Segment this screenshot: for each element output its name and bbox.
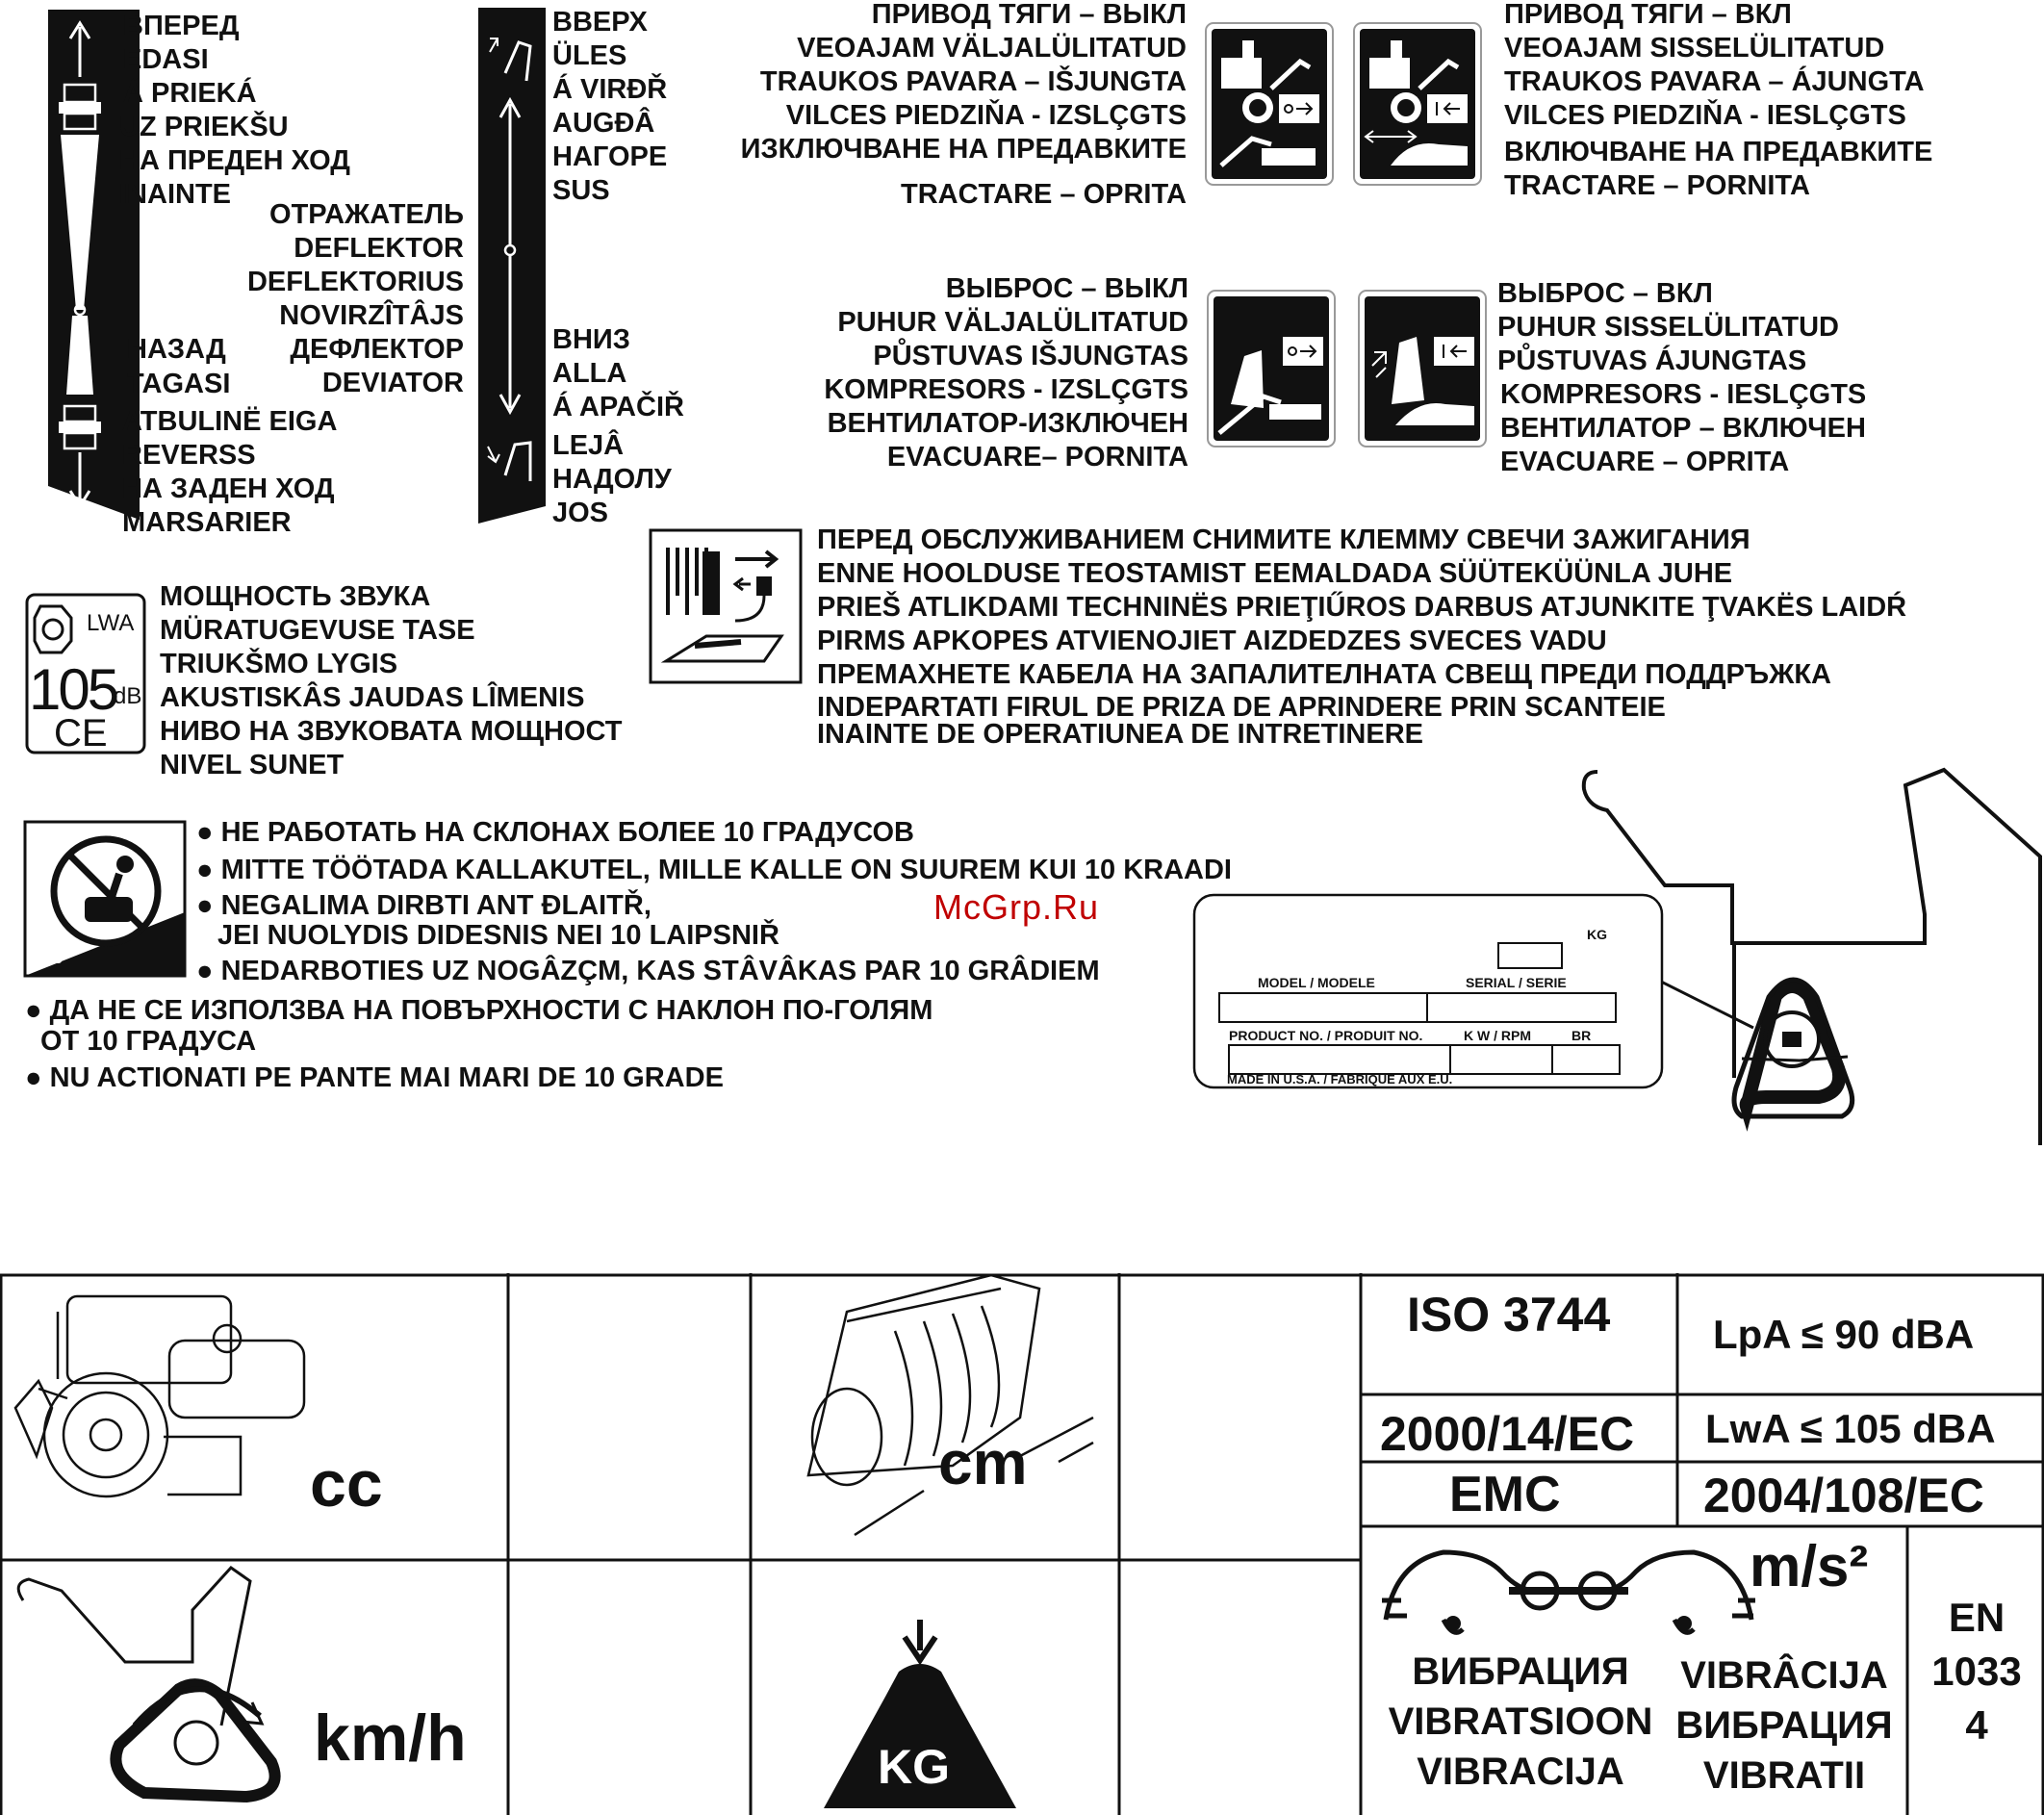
deflector-up-label: ÜLES [552, 40, 627, 71]
reverse-labels [122, 405, 337, 540]
weight-kg-label: KG [878, 1740, 950, 1794]
deflector-title [221, 198, 464, 400]
slope-angle-label: >10° [31, 947, 71, 968]
traction-on-icon [1352, 21, 1483, 187]
vibration-label: ВИБРАЦИЯ [1412, 1650, 1629, 1693]
service-icon [649, 528, 803, 684]
traction-off-labels [674, 0, 1187, 212]
deflector-down-label: Á APAČIŘ [552, 392, 684, 422]
slope-label: JEI NUOLYDIS DIDESNIS NEI 10 LAIPSNIŘ [217, 920, 779, 951]
sound-label: МОЩНОСТЬ ЗВУКА [160, 581, 431, 612]
deflector-up-label: НАГОРЕ [552, 141, 668, 172]
deflector-down-labels [552, 323, 684, 424]
en-part: 4 [1965, 1702, 1988, 1748]
sound-label: AKUSTISKÂS JAUDAS LÎMENIS [160, 682, 585, 713]
engine-cc-label: cc [310, 1447, 383, 1521]
lpa-value: LpA ≤ 90 dBA [1713, 1312, 1975, 1357]
iso-standard: ISO 3744 [1407, 1288, 1611, 1342]
plate-kg-label: KG [1587, 927, 1607, 942]
deflector-up-label: ВВЕРХ [552, 7, 648, 38]
traction-off-label: TRACTARE – OPRITA [901, 179, 1187, 210]
deflector-up-label: Á VIRÐŘ [552, 74, 668, 105]
en-standard [1909, 1591, 2044, 1752]
traction-on-label: VEOAJAM SISSELÜLITATUD [1504, 33, 1885, 64]
service-label: INAINTE DE OPERATIUNEA DE INTRETINERE [817, 719, 1423, 750]
discharge-off-labels [674, 272, 1188, 474]
sound-labels [160, 580, 622, 782]
deflector-label: NOVIRZÎTÂJS [279, 300, 464, 331]
discharge-on-label: KOMPRESORS - IESLÇGTS [1500, 379, 1867, 410]
reverse-label: TAGASI [127, 369, 231, 399]
emc-directive: 2004/108/EC [1703, 1469, 1984, 1522]
traction-off-label: ПРИВОД ТЯГИ – ВЫКЛ [871, 0, 1187, 30]
slope-label: ОТ 10 ГРАДУСА [40, 1026, 257, 1057]
service-label: ПРЕМАХНЕТЕ КАБЕЛА НА ЗАПАЛИТЕЛНАТА СВЕЩ ПРЕДИ ПОДДРЪЖКА [817, 659, 1831, 690]
reverse-label: ATBULINË EIGA [122, 406, 338, 437]
plate-made-label: MADE IN U.S.A. / FABRIQUE AUX E.U. [1227, 1072, 1453, 1086]
vibration-label: VIBRATSIOON [1388, 1700, 1653, 1743]
deflector-up-label: SUS [552, 175, 610, 206]
sound-label: НИВО НА ЗВУКОВАТА МОЩНОСТ [160, 716, 623, 747]
vibration-label: VIBRÂCIJA [1680, 1654, 1888, 1697]
traction-on-label: ВКЛЮЧВАНЕ НА ПРЕДАВКИТЕ [1504, 137, 1933, 167]
ce-mark: CE [54, 712, 108, 754]
plate-serial-label: SERIAL / SERIE [1466, 975, 1567, 990]
reverse-short-labels [127, 333, 230, 401]
discharge-off-label: EVACUARE– PORNITA [886, 442, 1188, 473]
plate-model-label: MODEL / MODELE [1258, 975, 1375, 990]
slope-label: ● MITTE TÖÖTADA KALLAKUTEL, MILLE KALLE ON SUUREM KUI 10 KRAADI [196, 855, 1232, 885]
deflector-label: DEFLEKTORIUS [246, 267, 464, 297]
sound-label: MÜRATUGEVUSE TASE [160, 615, 475, 646]
watermark: McGrp.Ru [933, 887, 1100, 927]
discharge-off-label: ВЫБРОС – ВЫКЛ [945, 273, 1188, 304]
service-label: PRIEŠ ATLIKDAMI TECHNINËS PRIEŢIŰROS DARBUS ATJUNKITE ŢVAKËS LAIDŔ [817, 592, 1907, 623]
deflector-label: DEVIATOR [321, 368, 464, 398]
en-number: 1033 [1931, 1649, 2022, 1694]
vibration-label: VIBRACIJA [1417, 1751, 1624, 1793]
traction-off-label: TRAUKOS PAVARA – IŠJUNGTA [759, 66, 1187, 97]
discharge-on-label: PŮSTUVAS ÁJUNGTAS [1497, 345, 1807, 376]
service-label: ПЕРЕД ОБСЛУЖИВАНИЕМ СНИМИТЕ КЛЕММУ СВЕЧИ ЗАЖИГАНИЯ [817, 524, 1750, 555]
forward-labels [119, 10, 350, 212]
sound-value: 105 [29, 657, 117, 722]
service-labels [817, 524, 1906, 748]
spec-table [0, 1273, 2044, 1815]
deflector-label: ОТРАЖАТЕЛЬ [269, 199, 464, 230]
auger-cm-label: cm [938, 1428, 1028, 1497]
discharge-on-labels [1497, 277, 1866, 479]
traction-on-label: VILCES PIEDZIŇA - IESLÇGTS [1504, 100, 1906, 131]
service-label: ENNE HOOLDUSE TEOSTAMIST EEMALDADA SÜÜTEKÜÜNLA JUHE [817, 558, 1733, 589]
deflector-down-label: ALLA [552, 358, 627, 389]
sound-power-icon [25, 593, 146, 754]
slope-label: ● NEGALIMA DIRBTI ANT ĐLAITŘ, [196, 890, 652, 921]
noise-directive: 2000/14/EC [1380, 1407, 1635, 1461]
plate-product-label: PRODUCT NO. / PRODUIT NO. [1229, 1028, 1423, 1043]
deflector-down2-labels [552, 429, 672, 530]
vibration-label: VIBRATII [1702, 1754, 1866, 1797]
serial-plate [1192, 893, 1664, 1089]
deflector-label: ДЕФЛЕКТОР [290, 334, 464, 365]
forward-label: INAINTE [119, 179, 231, 210]
traction-off-icon [1204, 21, 1335, 187]
deflector-down-label: ВНИЗ [552, 324, 630, 355]
discharge-on-icon [1357, 289, 1488, 448]
discharge-off-label: PŮSTUVAS IŠJUNGTAS [873, 341, 1188, 371]
discharge-on-label: EVACUARE – OPRITA [1500, 447, 1790, 477]
forward-label: НА ПРЕДЕН ХОД [119, 145, 350, 176]
traction-off-label: ИЗКЛЮЧВАНЕ НА ПРЕДАВКИТЕ [740, 134, 1187, 165]
deflector-down-label: JOS [552, 498, 609, 528]
slope-label: ● NEDARBOTIES UZ NOGÂZÇM, KAS STÂVÂKAS PAR 10 GRÂDIEM [196, 956, 1100, 986]
reverse-label: НА ЗАДЕН ХОД [122, 473, 335, 504]
deflector-up-label: AUGĐÂ [552, 108, 655, 139]
forward-label: UZ PRIEKŠU [119, 112, 289, 142]
plate-leader-line [1661, 972, 1767, 1030]
slope-label: ● NU ACTIONATI PE PANTE MAI MARI DE 10 GRADE [25, 1062, 724, 1093]
slope-label: ● ДА НЕ СЕ ИЗПОЛЗВА НА ПОВЪРХНОСТИ С НАКЛОН ПО-ГОЛЯМ [25, 995, 933, 1026]
plate-kwrpm-label: K W / RPM [1464, 1028, 1531, 1043]
discharge-on-label: ВЫБРОС – ВКЛ [1497, 278, 1713, 309]
slope-label: ● НЕ РАБОТАТЬ НА СКЛОНАХ БОЛЕЕ 10 ГРАДУСОВ [196, 817, 914, 848]
reverse-label: НАЗАД [127, 334, 226, 365]
deflector-down-label: LEJÂ [552, 430, 625, 461]
discharge-off-label: KOMPRESORS - IZSLÇGTS [824, 374, 1188, 405]
traction-on-label: ПРИВОД ТЯГИ – ВКЛ [1504, 0, 1792, 30]
traction-off-label: VILCES PIEDZIŇA - IZSLÇGTS [785, 100, 1187, 131]
traction-on-labels [1504, 0, 1932, 203]
forward-label: ВПЕРЕД [123, 11, 240, 41]
discharge-on-label: ВЕНТИЛАТОР – ВКЛЮЧЕН [1500, 413, 1866, 444]
sound-unit: dB [114, 683, 142, 709]
sound-label: TRIUKŠMO LYGIS [160, 649, 398, 679]
forward-label: Á PRIEKÁ [123, 78, 257, 109]
deflector-down-label: НАДОЛУ [552, 464, 672, 495]
slope-warning-icon [23, 820, 187, 978]
discharge-on-label: PUHUR SISSELÜLITATUD [1497, 312, 1839, 343]
en-label: EN [1948, 1595, 2006, 1640]
deflector-strip [476, 4, 548, 524]
traction-on-label: TRAUKOS PAVARA – ÁJUNGTA [1504, 66, 1925, 97]
service-label: INDEPARTATI FIRUL DE PRIZA DE APRINDERE PRIN SCANTEIE [817, 692, 1666, 723]
slope-labels-bottom [25, 995, 933, 1095]
sound-label: NIVEL SUNET [160, 750, 345, 780]
emc-label: EMC [1449, 1467, 1561, 1522]
lwa-value: LwA ≤ 105 dBA [1705, 1406, 1996, 1451]
speed-kmh-label: km/h [314, 1701, 467, 1775]
vibration-labels-left [1376, 1647, 1665, 1797]
vibration-label: ВИБРАЦИЯ [1675, 1704, 1893, 1747]
plate-br-label: BR [1571, 1028, 1592, 1043]
service-label: PIRMS APKOPES ATVIENOJIET AIZDEDZES SVECES VADU [817, 626, 1607, 656]
vibration-labels-right [1669, 1650, 1900, 1801]
traction-on-label: TRACTARE – PORNITA [1504, 170, 1810, 201]
reverse-label: REVERSS [122, 440, 256, 471]
vibration-unit: m/s² [1750, 1534, 1869, 1598]
discharge-off-label: PUHUR VÄLJALÜLITATUD [837, 307, 1188, 338]
traction-off-label: VEOAJAM VÄLJALÜLITATUD [797, 33, 1187, 64]
deflector-label: DEFLEKTOR [294, 233, 464, 264]
reverse-label: MARSARIER [122, 507, 292, 538]
lwa-label: LWA [87, 610, 135, 636]
forward-label: EDASI [123, 44, 209, 75]
discharge-off-icon [1206, 289, 1337, 448]
deflector-up-labels [552, 6, 667, 208]
discharge-off-label: ВЕНТИЛАТОР-ИЗКЛЮЧЕН [827, 408, 1188, 439]
